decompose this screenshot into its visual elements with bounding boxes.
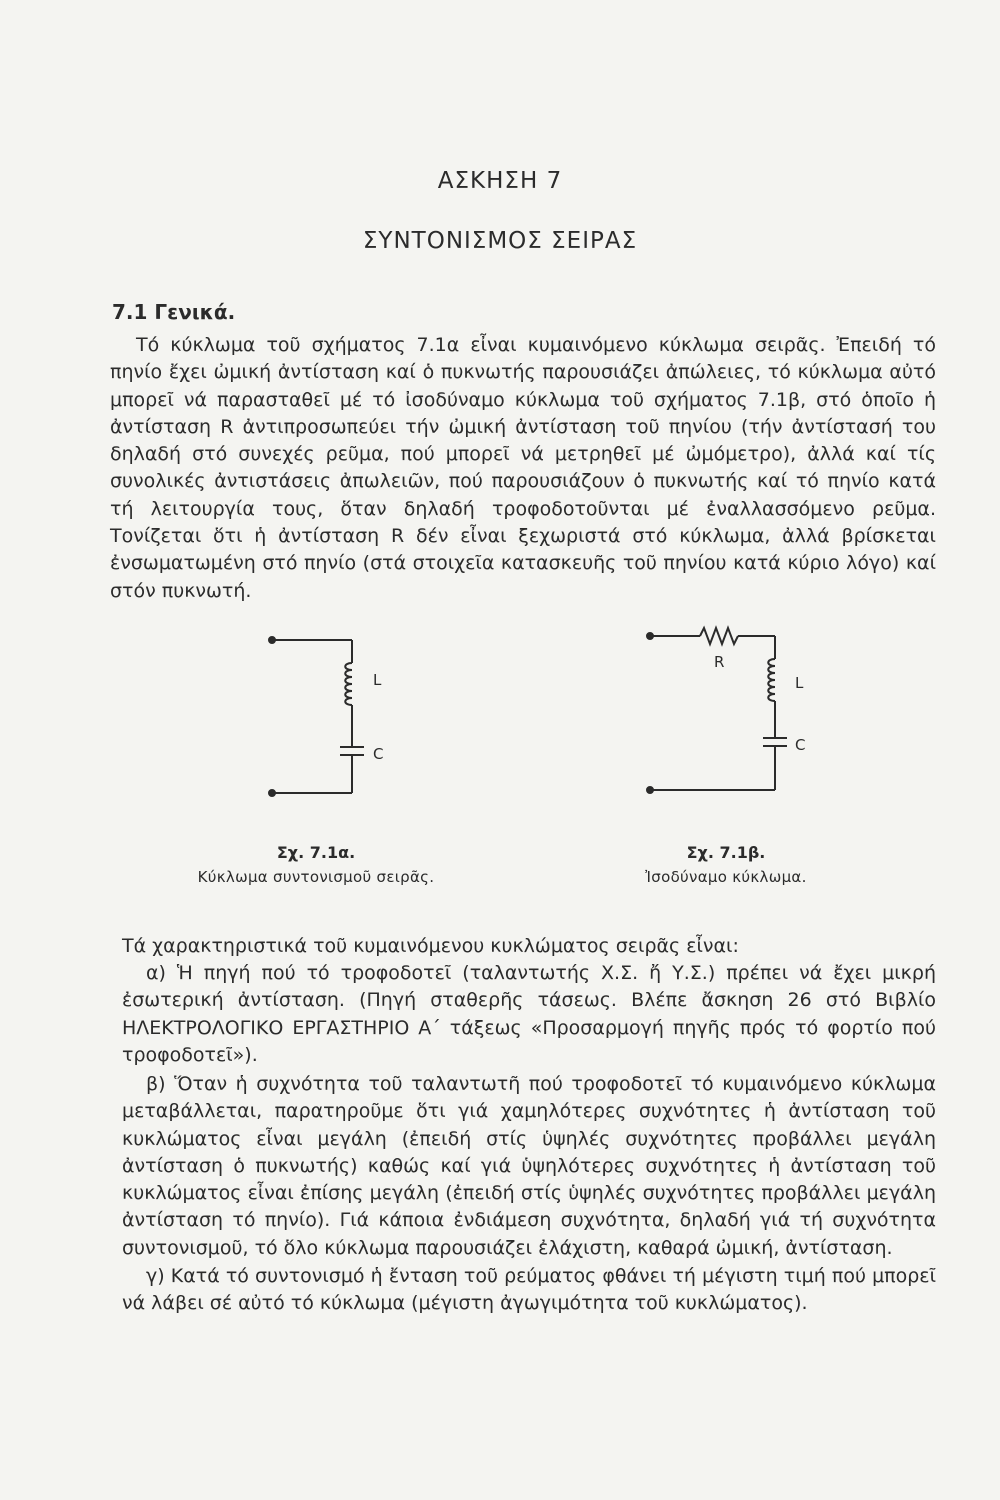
terminal-bottom xyxy=(269,790,275,796)
inductor-coil xyxy=(345,663,352,705)
figure-caption-b xyxy=(566,843,886,886)
figure-number: Σχ. 7.1β. xyxy=(686,843,766,862)
characteristics-intro: Τά χαρακτηριστικά τοῦ κυμαινόμενου κυκλώματος σειρᾶς εἶναι: xyxy=(122,935,739,957)
exercise-title: ΑΣΚΗΣΗ 7 xyxy=(437,168,563,194)
resistor-label: R xyxy=(714,653,725,671)
figure-number: Σχ. 7.1α. xyxy=(276,843,356,862)
list-item-c: γ) Κατά τό συντονισμό ἡ ἔνταση τοῦ ρεύματος φθάνει τή μέγιστη τιμή πού μπορεῖ νά λάβει σέ αὐτό τό κύκλωμα (μέγιστη ἀγωγιμότητα τοῦ κυκλώματος). xyxy=(122,1265,936,1315)
terminal-bottom xyxy=(647,787,653,793)
inductor-coil xyxy=(768,659,775,701)
figure-caption-a xyxy=(156,843,476,886)
capacitor xyxy=(340,747,364,755)
chapter-title: ΣΥΝΤΟΝΙΣΜΟΣ ΣΕΙΡΑΣ xyxy=(362,228,638,254)
capacitor-label: C xyxy=(373,745,384,763)
figure-description: Κύκλωμα συντονισμοῦ σειρᾶς. xyxy=(197,868,435,886)
circuit-diagram-series-lc xyxy=(255,625,405,805)
paragraph-general: Τό κύκλωμα τοῦ σχήματος 7.1α εἶναι κυμαινόμενο κύκλωμα σειρᾶς. Ἐπειδή τό πηνίο ἔχει ὠμική ἀντίσταση καί ὁ πυκνωτής παρουσιάζει ἀπώλειες, τό κύκλωμα αὐτό μπορεῖ νά παρασταθεῖ μέ τό ἰσοδύναμο κύκλωμα τοῦ σχήματος 7.1β, στό ὁποῖο ἡ ἀντίσταση R ἀντιπροσωπεύει τήν ὠμική ἀντίσταση τοῦ πηνίου (τήν ἀντίστασή του δηλαδή στό συνεχές ρεῦμα, πού μπορεῖ νά μετρηθεῖ μέ ὠμόμετρο), ἀλλά καί τίς συνολικές ἀντιστάσεις ἀπωλειῶν, πού παρουσιάζουν ὁ πυκνωτής καί τό πηνίο κατά τή λειτουργία τους, ὅταν δηλαδή τροφοδοτοῦνται μέ ἐναλλασσόμενο ρεῦμα. Τονίζεται ὅτι ἡ ἀντίσταση R δέν εἶναι ξεχωριστά στό κύκλωμα, ἀλλά βρίσκεται ἐνσωματωμένη στό πηνίο (στά στοιχεῖα κατασκευῆς τοῦ πηνίου κατά κύριο λόγο) καί στόν πυκνωτή. xyxy=(110,334,936,602)
list-item-a: α) Ἡ πηγή πού τό τροφοδοτεῖ (ταλαντωτής Χ.Σ. ἤ Υ.Σ.) πρέπει νά ἔχει μικρή ἐσωτερική ἀντίσταση. (Πηγή σταθερῆς τάσεως. Βλέπε ἄσκηση 26 στό Βιβλίο ΗΛΕΚΤΡΟΛΟΓΙΚΟ ΕΡΓΑΣΤΗΡΙΟ Α΄ τάξεως «Προσαρμογή πηγῆς πρός τό φορτίο πού τροφοδοτεῖ»). xyxy=(122,962,936,1066)
inductor-label: L xyxy=(373,671,382,689)
inductor-label: L xyxy=(795,674,804,692)
circuit-diagram-equivalent-rlc xyxy=(635,625,825,805)
figure-description: Ἰσοδύναμο κύκλωμα. xyxy=(645,868,807,886)
section-heading: 7.1 Γενικά. xyxy=(112,300,236,324)
capacitor-label: C xyxy=(795,736,806,754)
capacitor xyxy=(763,738,787,746)
list-item-b: β) Ὅταν ἡ συχνότητα τοῦ ταλαντωτῆ πού τροφοδοτεῖ τό κυμαινόμενο κύκλωμα μεταβάλλεται, παρατηροῦμε ὅτι γιά χαμηλότερες συχνότητες ἡ ἀντίσταση τοῦ κυκλώματος εἶναι μεγάλη (ἐπειδή στίς ὑψηλές συχνότητες προβάλλει μεγάλη ἀντίσταση ὁ πυκνωτής) καθώς καί γιά ὑψηλότερες συχνότητες ἡ ἀντίσταση τοῦ κυκλώματος εἶναι ἐπίσης μεγάλη (ἐπειδή στίς ὑψηλές συχνότητες προβάλλει μεγάλη ἀντίσταση τό πηνίο). Γιά κάποια ἐνδιάμεση συχνότητα, δηλαδή γιά τή συχνότητα συντονισμοῦ, τό ὅλο κύκλωμα παρουσιάζει ἐλάχιστη, καθαρά ὠμική, ἀντίσταση. xyxy=(122,1073,936,1259)
resistor xyxy=(700,628,738,644)
